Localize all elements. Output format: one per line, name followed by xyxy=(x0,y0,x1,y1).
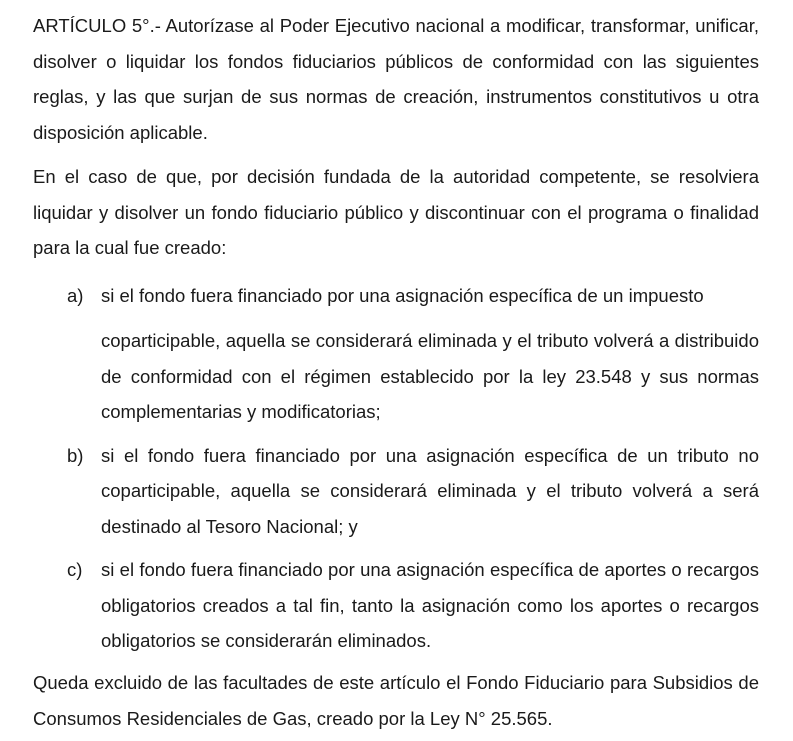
document-body xyxy=(33,8,759,737)
list-item-c xyxy=(33,552,759,659)
list-item-c-text: si el fondo fuera financiado por una asignación específica de aportes o recargos obligatorios creados a tal fin, tanto la asignación como los aportes o recargos obligatorios se considerarán eliminados. xyxy=(101,559,759,651)
list-marker-c: c) xyxy=(67,559,83,580)
list-item-a-first-line: si el fondo fuera financiado por una asignación específica de un impuesto xyxy=(101,284,704,306)
list-item-b-text: si el fondo fuera financiado por una asignación específica de un tributo no coparticipable, aquella se considerará eliminada y el tributo volverá a será destinado al Tesoro Nacional; y xyxy=(101,444,759,537)
list-marker-b: b) xyxy=(67,444,84,466)
article-paragraph-1: ARTÍCULO 5°.- Autorízase al Poder Ejecutivo nacional a modificar, transformar, unificar, disolver o liquidar los fondos fiduciarios públicos de conformidad con las siguientes reglas, y las que surjan de sus normas de creación, instrumentos constitutivos u otra disposición aplicable. xyxy=(33,15,759,143)
article-paragraph-3: Queda excluido de las facultades de este artículo el Fondo Fiduciario para Subsidios de Consumos Residenciales de Gas, creado por la Ley N° 25.565. xyxy=(33,671,759,729)
article-paragraph-2: En el caso de que, por decisión fundada de la autoridad competente, se resolviera liquidar y disolver un fondo fiduciario público y discontinuar con el programa o finalidad para la cual fue creado: xyxy=(33,166,759,258)
list-marker-a: a) xyxy=(67,284,84,306)
list-item-a-continuation: coparticipable, aquella se considerará eliminada y el tributo volverá a distribuido de conformidad con el régimen establecido por la ley 23.548 y sus normas complementarias y modificatorias; xyxy=(101,330,759,422)
list-item-b xyxy=(33,438,759,545)
list-item-a xyxy=(33,278,759,430)
